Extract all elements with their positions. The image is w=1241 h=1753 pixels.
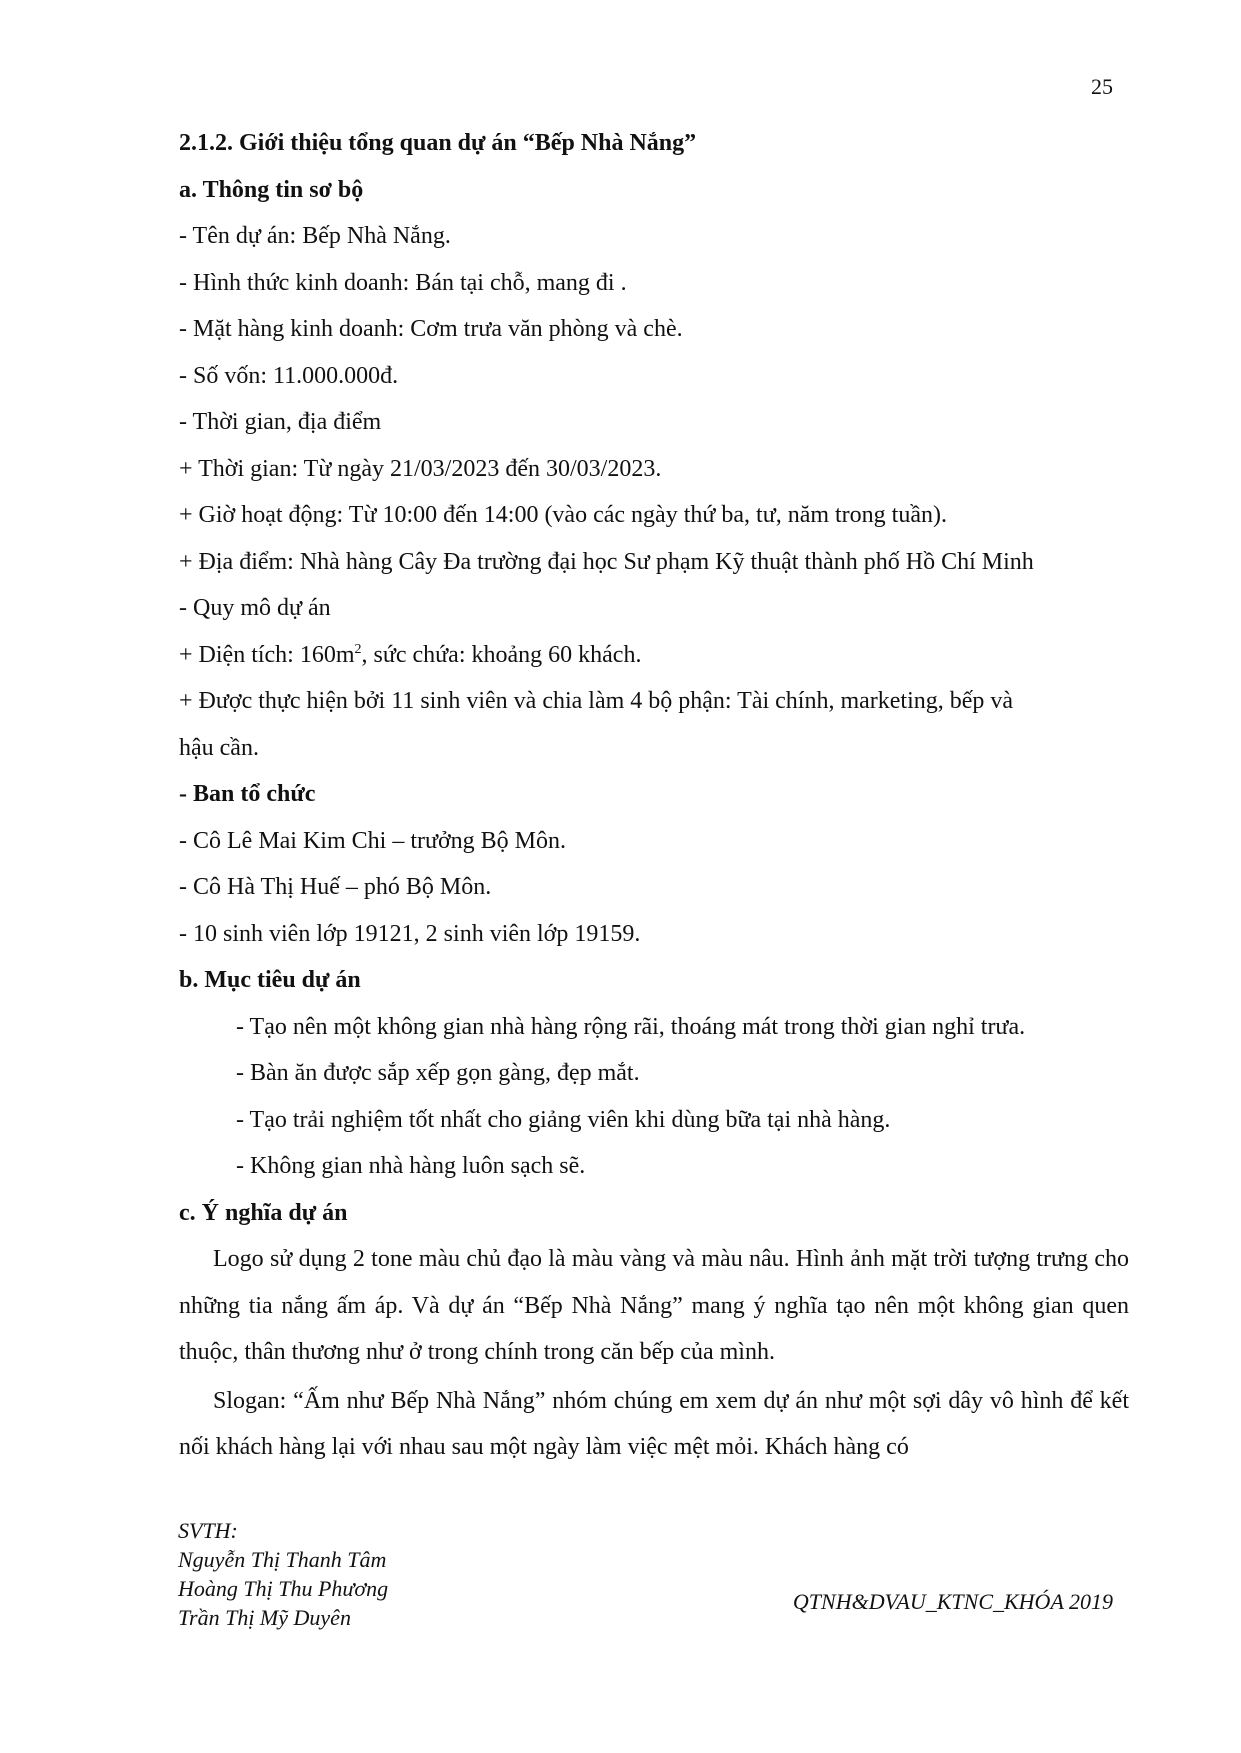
hours: + Giờ hoạt động: Từ 10:00 đến 14:00 (vào các ngày thứ ba, tư, năm trong tuần).	[179, 502, 947, 528]
area	[179, 632, 1129, 679]
page-number: 25	[1091, 74, 1113, 99]
goal-item: - Tạo trải nghiệm tốt nhất cho giảng viên khi dùng bữa tại nhà hàng.	[236, 1106, 891, 1133]
area-sup: 2	[354, 641, 362, 657]
section-title: 2.1.2. Giới thiệu tổng quan dự án “Bếp Nhà Nắng”	[179, 130, 697, 156]
area-suffix: , sức chứa: khoảng 60 khách.	[361, 641, 642, 668]
products: - Mặt hàng kinh doanh: Cơm trưa văn phòng và chè.	[179, 316, 683, 342]
footer-students	[178, 1516, 388, 1632]
capital: - Số vốn: 11.000.000đ.	[179, 362, 399, 389]
subsection-b-heading: b. Mục tiêu dự án	[179, 967, 361, 993]
staff-line-2: hậu cần.	[179, 734, 259, 761]
time-place: - Thời gian, địa điểm	[179, 409, 382, 435]
meaning-paragraph-1: Logo sử dụng 2 tone màu chủ đạo là màu vàng và màu nâu. Hình ảnh mặt trời tượng trưng cho những tia nắng ấm áp. Và dự án “Bếp Nhà Nắng” mang ý nghĩa tạo nên một không gian quen thuộc, thân thương như ở trong chính trong căn bếp của mình.	[179, 1246, 1129, 1365]
subsection-a-heading: a. Thông tin sơ bộ	[179, 176, 364, 203]
goal-item: - Tạo nên một không gian nhà hàng rộng rãi, thoáng mát trong thời gian nghỉ trưa.	[236, 1013, 1026, 1040]
org-member-2: - Cô Hà Thị Huế – phó Bộ Môn.	[179, 874, 492, 900]
footer-label: SVTH:	[178, 1518, 238, 1543]
meaning-paragraph-2: Slogan: “Ấm như Bếp Nhà Nắng” nhóm chúng em xem dự án như một sợi dây vô hình để kết nối khách hàng lại với nhau sau một ngày làm việc mệt mỏi. Khách hàng có	[179, 1387, 1129, 1460]
area-prefix: + Diện tích: 160m	[179, 641, 355, 668]
student-name: Trần Thị Mỹ Duyên	[178, 1605, 351, 1630]
page-body	[179, 120, 1129, 1471]
subsection-c-heading: c. Ý nghĩa dự án	[179, 1199, 348, 1226]
org-member-1: - Cô Lê Mai Kim Chi – trưởng Bộ Môn.	[179, 827, 567, 854]
student-name: Nguyễn Thị Thanh Tâm	[178, 1547, 387, 1572]
location: + Địa điểm: Nhà hàng Cây Đa trường đại học Sư phạm Kỹ thuật thành phố Hồ Chí Minh	[179, 548, 1034, 575]
staff-line-1: + Được thực hiện bởi 11 sinh viên và chia làm 4 bộ phận: Tài chính, marketing, bếp và	[179, 688, 1014, 714]
project-name: - Tên dự án: Bếp Nhà Nắng.	[179, 223, 451, 249]
org-heading: - Ban tổ chức	[179, 781, 316, 807]
org-member-3: - 10 sinh viên lớp 19121, 2 sinh viên lớp 19159.	[179, 920, 641, 947]
goal-item: - Không gian nhà hàng luôn sạch sẽ.	[236, 1153, 586, 1179]
footer-course: QTNH&DVAU_KTNC_KHÓA 2019	[792, 1589, 1113, 1614]
goal-item: - Bàn ăn được sắp xếp gọn gàng, đẹp mắt.	[236, 1060, 640, 1086]
business-form: - Hình thức kinh doanh: Bán tại chỗ, mang đi .	[179, 269, 627, 296]
time: + Thời gian: Từ ngày 21/03/2023 đến 30/03/2023.	[179, 455, 662, 482]
student-name: Hoàng Thị Thu Phương	[178, 1576, 389, 1601]
scale: - Quy mô dự án	[179, 595, 331, 621]
